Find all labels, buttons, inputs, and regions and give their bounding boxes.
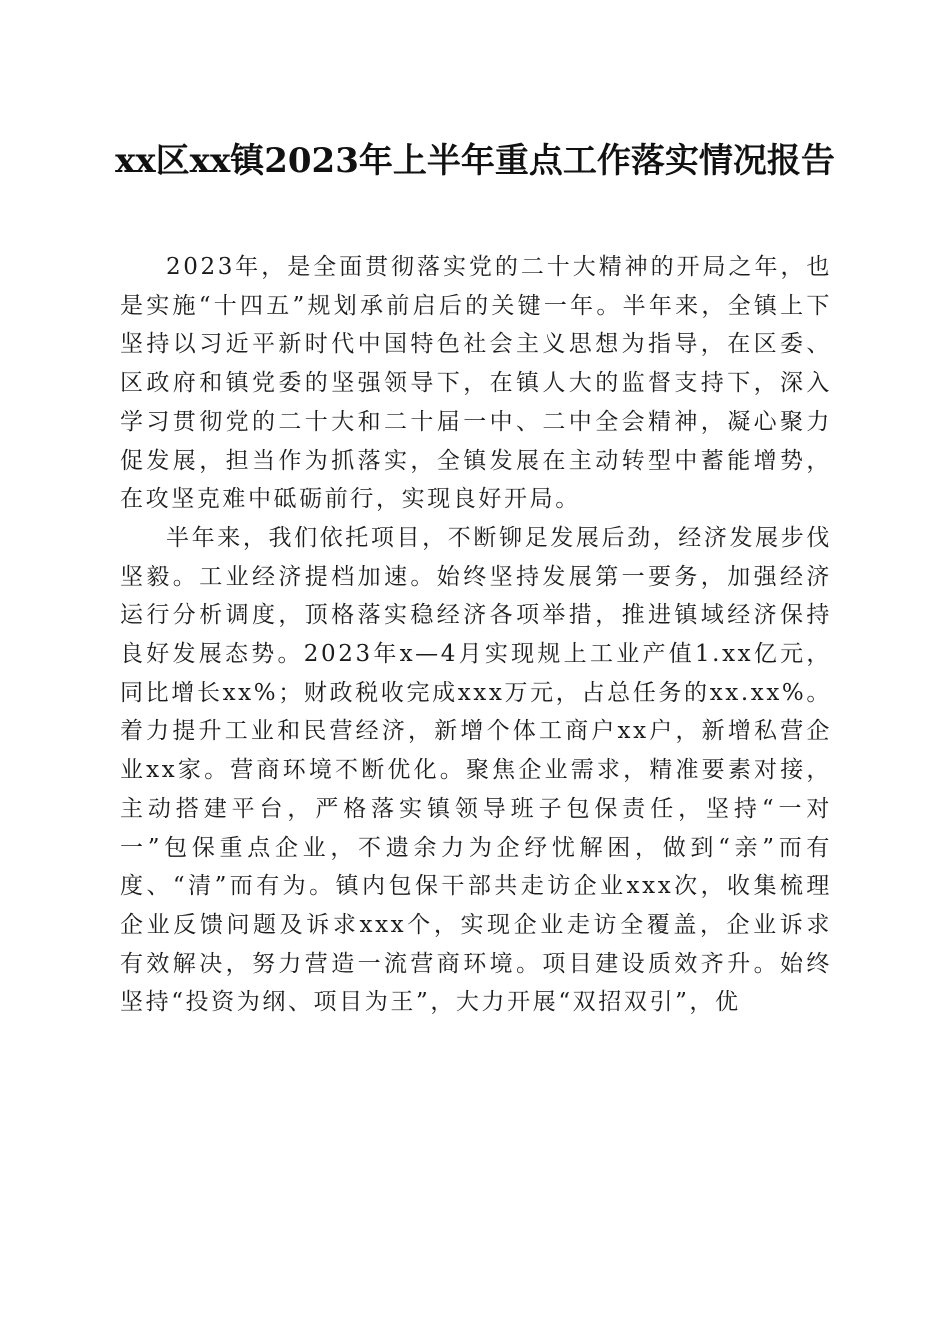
paragraph-economy: 半年来，我们依托项目，不断铆足发展后劲，经济发展步伐坚毅。工业经济提档加速。始终坚持发展第一要务，加强经济运行分析调度，顶格落实稳经济各项举措，推进镇域经济保持良好发展态势。2023年x—4月实现规上工业产值1.xx亿元，同比增长xx%；财政税收完成xxx万元，占总任务的xx.xx%。着力提升工业和民营经济，新增个体工商户xx户，新增私营企业xx家。营商环境不断优化。聚焦企业需求，精准要素对接，主动搭建平台，严格落实镇领导班子包保责任，坚持“一对一”包保重点企业，不遗余力为企纾忧解困，做到“亲”而有度、“清”而有为。镇内包保干部共走访企业xxx次，收集梳理企业反馈问题及诉求xxx个，实现企业走访全覆盖，企业诉求有效解决，努力营造一流营商环境。项目建设质效齐升。始终坚持“投资为纲、项目为王”，大力开展“双招双引”，优 [120,524,832,1016]
paragraph-intro: 2023年，是全面贯彻落实党的二十大精神的开局之年，也是实施“十四五”规划承前启后的关键一年。半年来，全镇上下坚持以习近平新时代中国特色社会主义思想为指导，在区委、区政府和镇党委的坚强领导下，在镇人大的监督支持下，深入学习贯彻党的二十大和二十届一中、二中全会精神，凝心聚力促发展，担当作为抓落实，全镇发展在主动转型中蓄能增势，在攻坚克难中砥砺前行，实现良好开局。 [120,254,832,513]
document-body [120,248,832,1022]
document-title: xx区xx镇2023年上半年重点工作落实情况报告 [115,141,835,181]
